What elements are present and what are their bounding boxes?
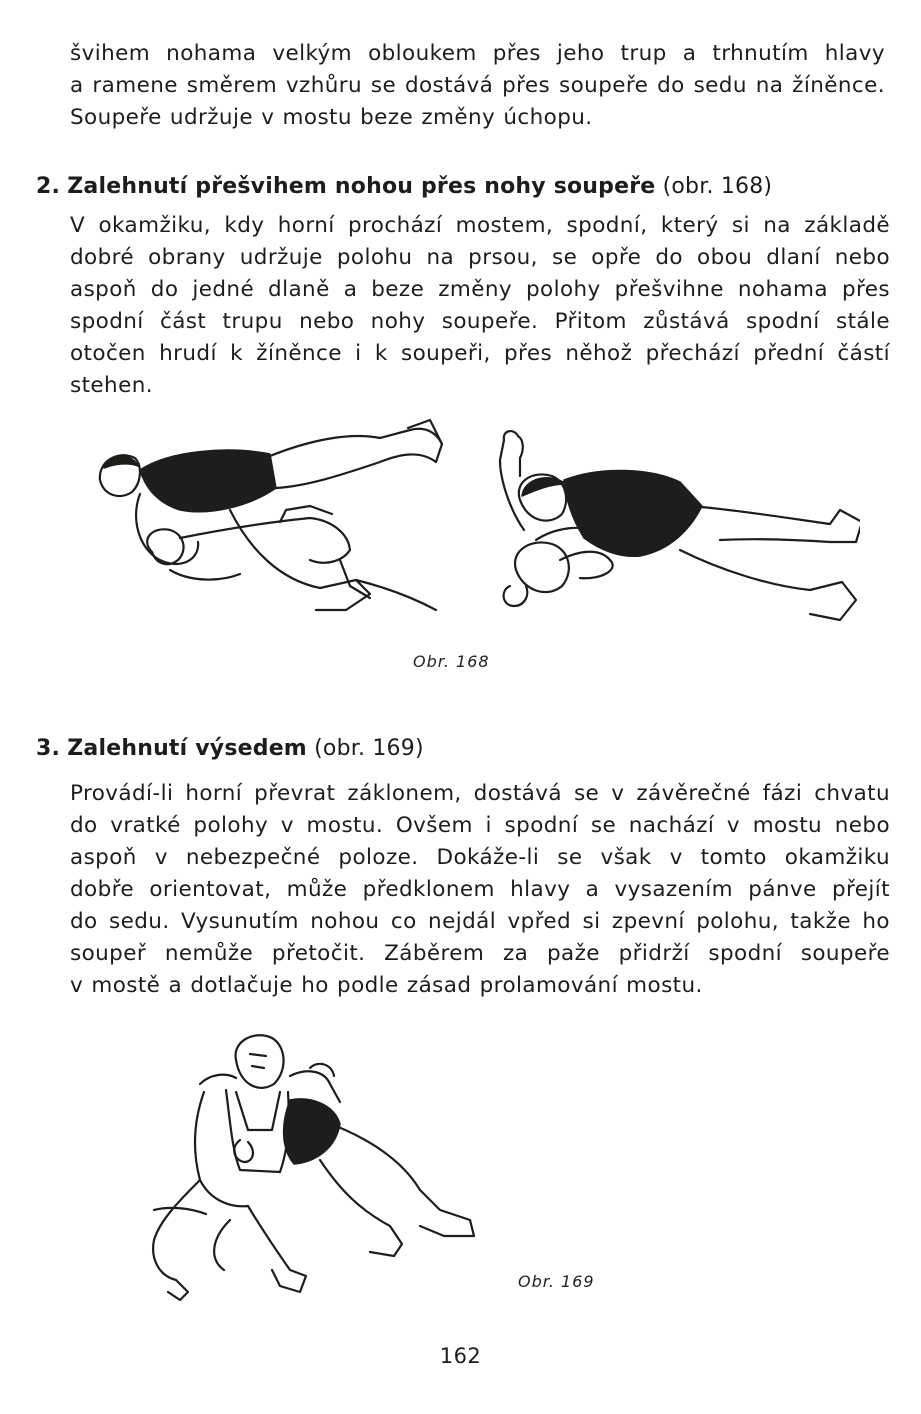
left-wrestlers-drawing — [100, 420, 442, 610]
section-number: 2. — [36, 174, 61, 199]
text-line: Provádí-li horní převrat záklonem, dostává se v závěrečné fázi chvatu — [70, 781, 890, 806]
text-line: soupeř nemůže přetočit. Záběrem za paže přidrží spodní soupeře — [70, 941, 890, 966]
section-3-heading — [36, 734, 424, 764]
figure-168-caption: Obr. 168 — [413, 652, 490, 671]
text-line: dobře orientovat, může předklonem hlavy a vysazením pánve přejít — [70, 877, 890, 902]
text-line: aspoň v nebezpečné poloze. Dokáže-li se však v tomto okamžiku — [70, 845, 890, 870]
page-number: 162 — [439, 1344, 482, 1368]
section-3-paragraph — [70, 778, 890, 1002]
figure-168 — [80, 410, 860, 650]
text-line: v mostě a dotlačuje ho podle zásad prolamování mostu. — [70, 973, 703, 998]
wrestlers-illustration-168 — [80, 410, 860, 650]
text-line: švihem nohama velkým obloukem přes jeho trup a trhnutím hlavy — [70, 41, 885, 66]
wrestlers-illustration-169 — [140, 1030, 490, 1310]
figure-169 — [140, 1030, 490, 1310]
text-line: a ramene směrem vzhůru se dostává přes soupeře do sedu na žíněnce. — [70, 73, 885, 98]
text-line: do sedu. Vysunutím nohou co nejdál vpřed si zpevní polohu, takže ho — [70, 909, 890, 934]
section-number: 3. — [36, 736, 61, 761]
text-line: V okamžiku, kdy horní prochází mostem, spodní, který si na základě — [70, 213, 890, 238]
figure-reference: (obr. 169) — [314, 736, 424, 761]
text-line: Soupeře udržuje v mostu beze změny úchopu. — [70, 105, 593, 130]
section-2-paragraph — [70, 210, 890, 402]
section-title: Zalehnutí výsedem — [67, 736, 307, 761]
text-line: dobré obrany udržuje polohu na prsou, se opře do obou dlaní nebo — [70, 245, 890, 270]
text-line: do vratké polohy v mostu. Ovšem i spodní se nachází v mostu nebo — [70, 813, 890, 838]
text-line: stehen. — [70, 373, 153, 398]
section-2-heading — [36, 172, 772, 202]
figure-reference: (obr. 168) — [662, 174, 773, 199]
right-wrestlers-drawing — [500, 431, 860, 620]
text-line: aspoň do jedné dlaně a beze změny polohy přešvihne nohama přes — [70, 277, 890, 302]
figure-169-caption: Obr. 169 — [518, 1272, 595, 1291]
section-title: Zalehnutí přešvihem nohou přes nohy soupeře — [67, 174, 656, 199]
text-line: otočen hrudí k žíněnce i k soupeři, přes něhož přechází přední částí — [70, 341, 890, 366]
text-line: spodní část trupu nebo nohy soupeře. Přitom zůstává spodní stále — [70, 309, 890, 334]
intro-paragraph — [70, 38, 885, 134]
